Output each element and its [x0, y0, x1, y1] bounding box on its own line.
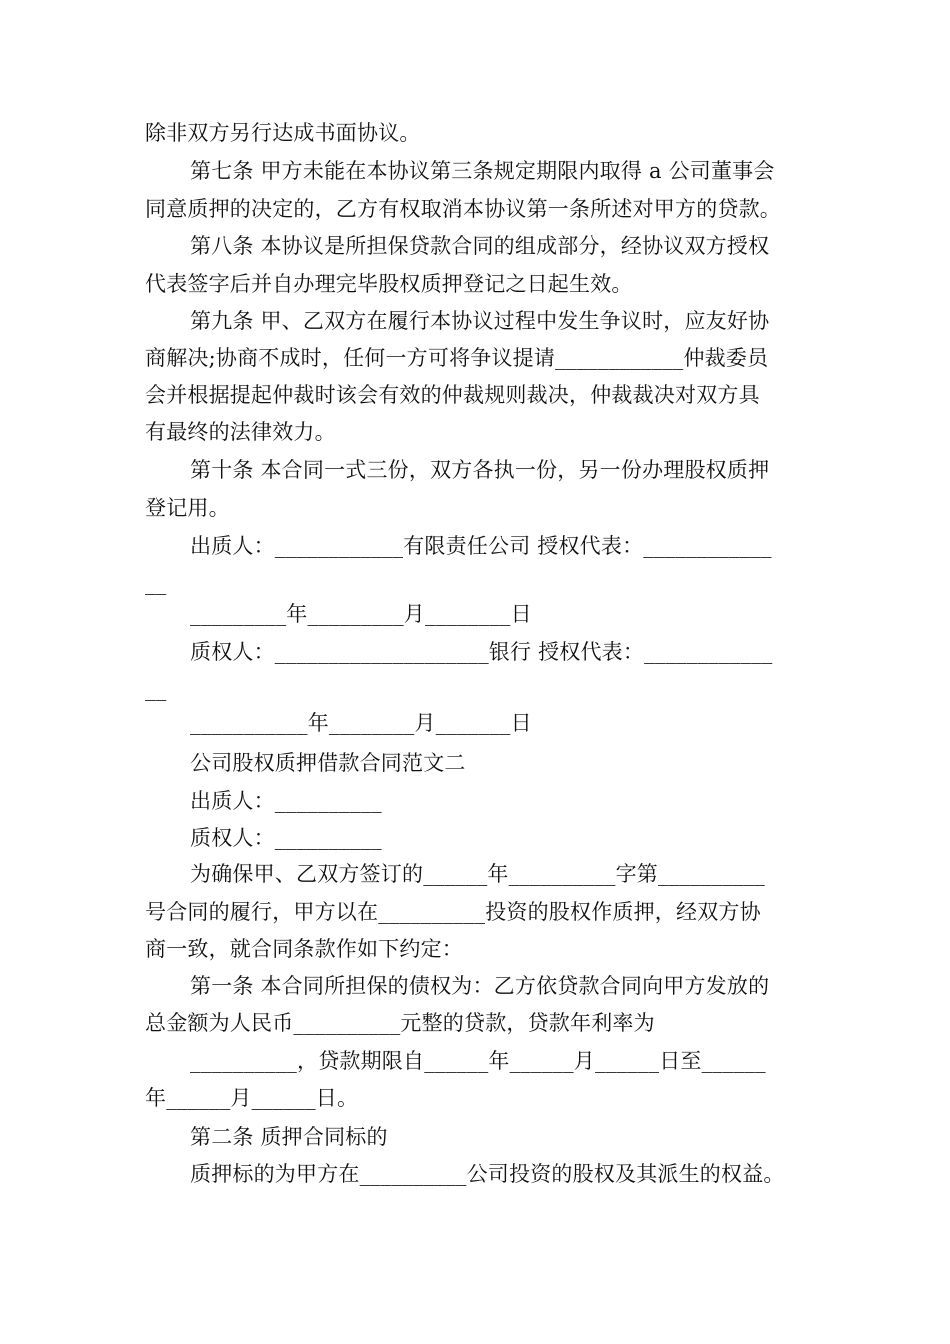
- section-title: 公司股权质押借款合同范文二: [190, 751, 466, 775]
- paragraph-line: 第七条 甲方未能在本协议第三条规定期限内取得 a 公司董事会: [190, 159, 775, 183]
- paragraph-line: 为确保甲、乙双方签订的______年__________字第__________: [190, 862, 765, 886]
- paragraph-line: 第九条 甲、乙双方在履行本协议过程中发生争议时，应友好协: [190, 309, 770, 333]
- clause-heading: 第二条 质押合同标的: [190, 1125, 388, 1149]
- signature-line-continuation: __: [145, 571, 167, 595]
- paragraph-line: 第一条 本合同所担保的债权为：乙方依贷款合同向甲方发放的: [190, 974, 770, 998]
- party-line: 出质人：__________: [190, 789, 382, 813]
- date-line: ___________年________月_______日: [190, 711, 532, 735]
- paragraph-line: 商一致，就合同条款作如下约定：: [145, 937, 463, 961]
- paragraph-line: 有最终的法律效力。: [145, 420, 336, 444]
- paragraph-line: 第十条 本合同一式三份，双方各执一份，另一份办理股权质押: [190, 458, 770, 482]
- paragraph-line: __________，贷款期限自______年______月______日至______: [190, 1049, 766, 1073]
- party-line: 质权人：__________: [190, 826, 382, 850]
- paragraph-line: 除非双方另行达成书面协议。: [145, 121, 421, 145]
- paragraph-line: 年______月______日。: [145, 1086, 359, 1110]
- paragraph-line: 同意质押的决定的，乙方有权取消本协议第一条所述对甲方的贷款。: [145, 197, 781, 221]
- paragraph-line: 商解决;协商不成时，任何一方可将争议提请____________仲裁委员: [145, 346, 769, 370]
- date-line: _________年_________月________日: [190, 602, 532, 626]
- paragraph-line: 号合同的履行，甲方以在__________投资的股权作质押，经双方协: [145, 900, 761, 924]
- paragraph-line: 代表签字后并自办理完毕股权质押登记之日起生效。: [145, 272, 633, 296]
- paragraph-line: 登记用。: [145, 496, 230, 520]
- paragraph-line: 第八条 本协议是所担保贷款合同的组成部分，经协议双方授权: [190, 234, 770, 258]
- paragraph-line: 质押标的为甲方在__________公司投资的股权及其派生的权益。: [190, 1162, 785, 1186]
- signature-line: 质权人：____________________银行 授权代表：____________: [190, 640, 773, 664]
- paragraph-line: 总金额为人民币__________元整的贷款，贷款年利率为: [145, 1011, 655, 1035]
- signature-line: 出质人：____________有限责任公司 授权代表：____________: [190, 534, 772, 558]
- paragraph-line: 会并根据提起仲裁时该会有效的仲裁规则裁决，仲裁裁决对双方具: [145, 383, 760, 407]
- signature-line-continuation: __: [145, 677, 167, 701]
